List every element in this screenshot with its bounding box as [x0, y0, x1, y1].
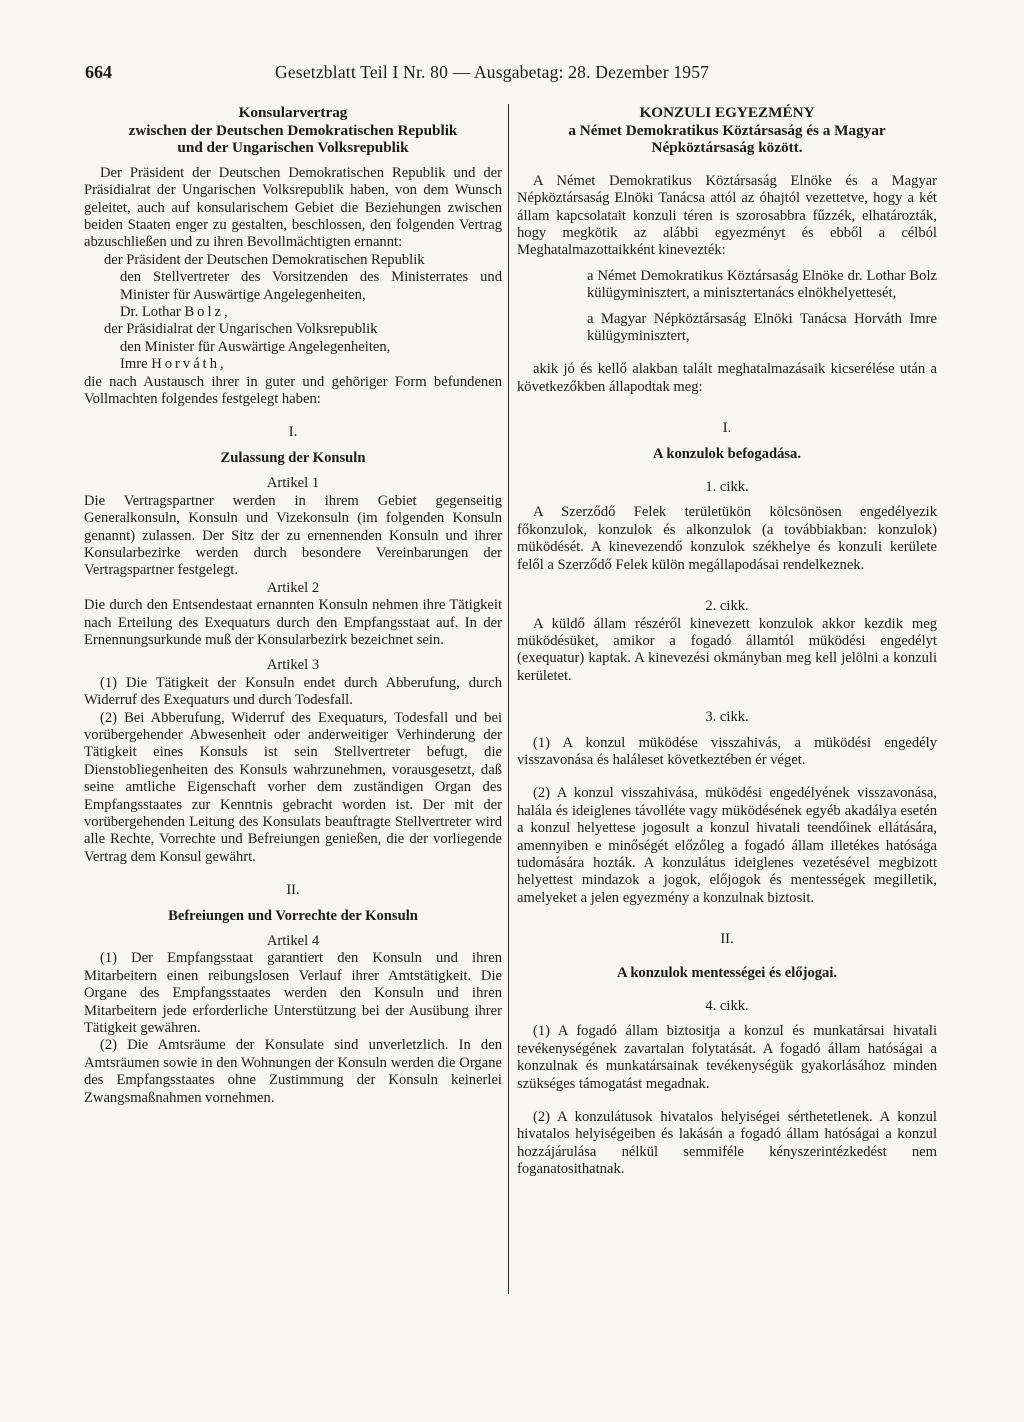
article4-title: Artikel 4	[266, 933, 320, 950]
hungarian-column	[517, 104, 937, 1179]
article3-p2: (2) Bei Abberufung, Widerruf des Exequaturs, Todesfall und bei vorübergehender Abwesenheit oder anderweitiger Verhinderung der Tätigkeit eines Konsuls ist sein Stellvertreter befugt, die Dienstobliegenheiten des Konsuls wahrzunehmen, vorausgesetzt, daß seine amtliche Eigenschaft vorher dem zuständigen Organ des Empfangsstaates zur Kenntnis gebracht worden ist. Der mit der vorübergehenden Leitung des Konsulats beauftragte Stellvertreter wird alle Rechte, Vorrechte und Befreiungen genießen, die der vorliegende Vertrag dem Konsul gewährt.	[84, 709, 502, 865]
hu-article1-text: A Szerződő Felek területükön kölcsönösen engedélyezik főkonzulok, konzulok és alkonzulok (a továbbiakban: konzulok) müködését. A kinevezendő konzulok székhelye és konzuli kerülete felől a Szerződő Felek külön megállapodásai rendelkeznek.	[517, 504, 937, 573]
section1-number: I.	[288, 424, 298, 441]
hu-after-parties: akik jó és kellő alakban talált meghatalmazásaik kicserélése után a következőkben állapodtak meg:	[517, 361, 937, 395]
party2-surname: Horváth	[151, 356, 221, 373]
article1-text: Die Vertragspartner werden in ihrem Gebiet gegenseitig Generalkonsuln, Konsuln und Vizekonsuln (im folgenden Konsuln genannt) zulassen. Der Sitz der zu ernennenden Konsuln und ihrer Konsularbezirke werden durch besondere Vereinbarungen der Vertragspartner festgelegt.	[84, 492, 502, 579]
party1-surname: Bolz	[184, 304, 225, 321]
hu-article4-p2: (2) A konzulátusok hivatalos helyiségei sérthetetlenek. A konzul hivatalos helyiségeiben és lakásán a fogadó állam hatóságai a konzul hozzájárulása nélkül semmiféle kényszerintézkedést nem foganatosithatnak.	[517, 1109, 937, 1178]
article4-p1: (1) Der Empfangsstaat garantiert den Konsuln und ihren Mitarbeitern einen reibungslosen Verlauf ihrer Amtstätigkeit. Die Organe des Empfangsstaates werden den Konsuln und ihren Mitarbeitern jede erforderliche Unterstützung bei der Ausübung ihrer Tätigkeit gewähren.	[84, 950, 502, 1037]
party2-name: Imre Horváth,	[120, 356, 224, 373]
party1-rep: den Stellvertreter des Vorsitzenden des Ministerrates und Minister für Auswärtige Angelegenheiten,	[120, 269, 502, 303]
party2-rep: den Minister für Auswärtige Angelegenheiten,	[120, 338, 391, 355]
page-number: 664	[85, 62, 112, 82]
page-header	[85, 62, 950, 83]
section1-title: Zulassung der Konsuln	[220, 449, 366, 466]
article2-title: Artikel 2	[266, 579, 320, 596]
hu-title-line3: Népköztársaság között.	[651, 139, 803, 157]
party1-name-prefix: Dr. Lothar	[120, 304, 185, 321]
hu-section1-number: I.	[722, 420, 732, 437]
party1-name: Dr. Lothar Bolz,	[120, 304, 228, 321]
hu-article4-title: 4. cikk.	[705, 998, 749, 1014]
hu-article2-text: A küldő állam részéről kinevezett konzulok akkor kezdik meg müködésüket, amikor a fogadó államtól müködési engedélyt (exequatur) kaptak. A kinevezési okmányban meg kell jelölni a konzuli kerületet.	[517, 615, 937, 684]
hu-article3-title: 3. cikk.	[705, 709, 749, 726]
hu-article1-title: 1. cikk.	[705, 479, 749, 496]
article3-p1: (1) Die Tätigkeit der Konsuln endet durch Abberufung, durch Widerruf des Exequaturs und durch Todesfall.	[84, 674, 502, 709]
party1: der Präsident der Deutschen Demokratischen Republik	[104, 251, 425, 268]
hu-section2-title: A konzulok mentességei és előjogai.	[616, 964, 838, 981]
section2-number: II.	[286, 882, 300, 899]
hu-article3-p1: (1) A konzul müködése visszahivás, a müködési engedély visszavonása és haláleset következtében ér véget.	[517, 734, 937, 768]
hu-article4-p1: (1) A fogadó állam biztositja a konzul és munkatársai hivatali tevékenységének zavartalan folytatását. A fogadó állam hatóságai a konzulnak és munkatársainak tevékenységük gyakorlásához minden szükséges támogatást megadnak.	[517, 1023, 937, 1092]
after-parties: die nach Austausch ihrer in guter und gehöriger Form befundenen Vollmachten folgendes festgelegt haben:	[84, 373, 502, 408]
article2-text: Die durch den Entsendestaat ernannten Konsuln nehmen ihre Tätigkeit nach Erteilung des Exequaturs durch den Empfangsstaat auf. In der Ernennungsurkunde muß der Konsularbezirk bezeichnet sein.	[84, 597, 502, 648]
hu-party1: a Német Demokratikus Köztársaság Elnöke dr. Lothar Bolz külügyminisztert, a minisztertanács elnökhelyettesét,	[587, 267, 937, 302]
section2-title: Befreiungen und Vorrechte der Konsuln	[168, 907, 418, 924]
party2: der Präsidialrat der Ungarischen Volksrepublik	[104, 321, 378, 338]
hu-party2: a Magyar Népköztársaság Elnöki Tanácsa Horváth Imre külügyminisztert,	[587, 310, 937, 345]
german-column	[84, 104, 502, 1107]
hu-section1-title: A konzulok befogadása.	[652, 445, 801, 462]
hu-title-line1: KONZULI EGYEZMÉNY	[639, 104, 815, 121]
treaty-title-line1: Konsularvertrag	[238, 104, 348, 121]
treaty-title-line2: zwischen der Deutschen Demokratischen Republik	[128, 121, 458, 139]
hu-title-line2: a Német Demokratikus Köztársaság és a Magyar	[568, 121, 886, 139]
article3-title: Artikel 3	[266, 657, 320, 674]
party2-name-prefix: Imre	[120, 356, 152, 373]
header-title: Gesetzblatt Teil I Nr. 80 — Ausgabetag: 28. Dezember 1957	[275, 62, 710, 82]
hu-article2-title: 2. cikk.	[705, 598, 749, 615]
hu-article3-p2: (2) A konzul visszahivása, müködési engedélyének visszavonása, halála és ideiglenes távolléte vagy müködésének egyéb akadálya esetén a konzul helyettese jogosult a konzul hivatali teendőinek ellátására, amennyiben e minőségét előzőleg a fogadó állam illetékes hatósága tudomására hozták. A konzulátus ideiglenes vezetésével megbizott helyettest mindazok a jogok, előjogok és mentességek megilletik, amelyeket a jelen egyezmény a konzulnak biztosit.	[517, 785, 937, 906]
hu-section2-number: II.	[720, 931, 734, 948]
treaty-title-line3: und der Ungarischen Volksrepublik	[177, 139, 409, 157]
intro-paragraph: Der Präsident der Deutschen Demokratischen Republik und der Präsidialrat der Ungarischen Volksrepublik haben, von dem Wunsch geleitet, auch auf konsularischem Gebiet die Beziehungen zwischen beiden Staaten enger zu gestalten, beschlossen, den folgenden Vertrag abzuschließen und zu ihren Bevollmächtigten ernannt:	[84, 164, 502, 251]
hu-intro-paragraph: A Német Demokratikus Köztársaság Elnöke és a Magyar Népköztársaság Elnöki Tanácsa attól az óhajtól vezettetve, hogy a két állam kapcsolatait konzuli téren is szorosabbra fűzzék, elhatározták, hogy megkötik az alábbi egyezményt és ebből a célból Meghatalmazottaikként kinevezték:	[517, 172, 937, 259]
column-divider	[508, 104, 509, 1294]
article4-p2: (2) Die Amtsräume der Konsulate sind unverletzlich. In den Amtsräumen sowie in den Wohnungen der Konsuln werden die Organe des Empfangsstaates ohne Zustimmung der Konsuln keinerlei Zwangsmaßnahmen vornehmen.	[84, 1037, 502, 1106]
article1-title: Artikel 1	[266, 475, 320, 492]
